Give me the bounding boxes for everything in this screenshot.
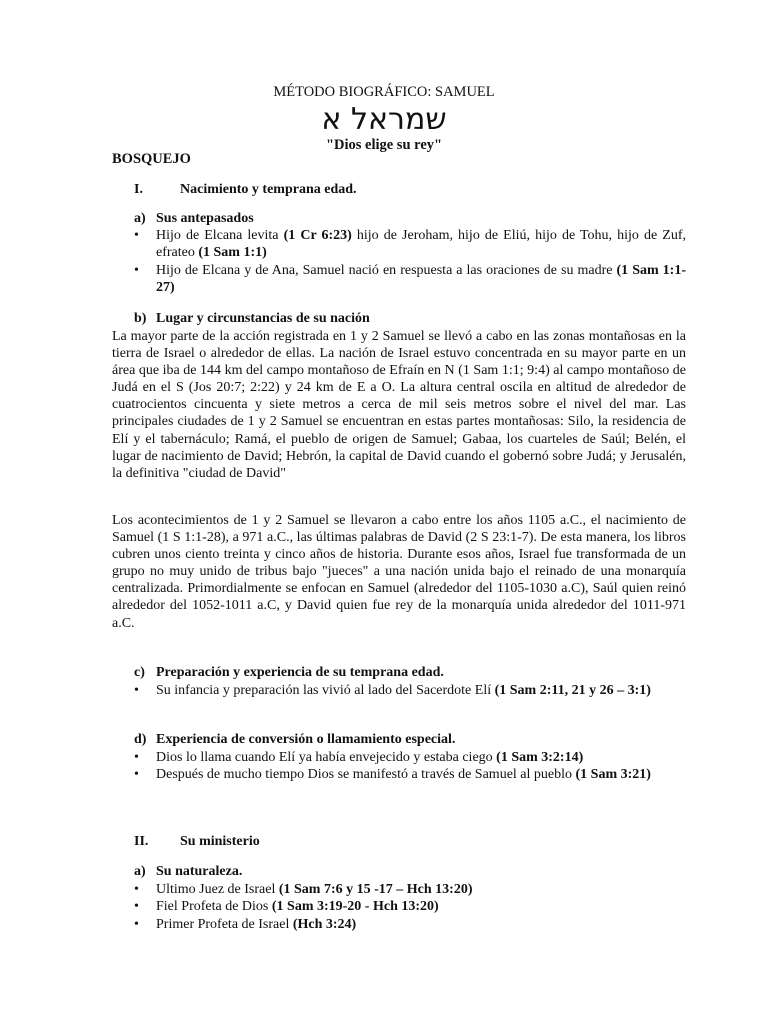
subheading-title: Lugar y circunstancias de su nación xyxy=(156,311,370,326)
scripture-ref: (1 Sam 3:21) xyxy=(575,767,651,783)
subheading-antepasados xyxy=(134,211,254,227)
list-item xyxy=(134,682,686,699)
subheading-lugar xyxy=(134,311,370,327)
subheading-letter: a) xyxy=(134,864,146,879)
list-item xyxy=(134,881,686,898)
subheading-title: Experiencia de conversión o llamamiento especial. xyxy=(156,732,456,747)
subheading-title: Sus antepasados xyxy=(156,211,254,226)
hebrew-title: שמראל א xyxy=(321,102,447,137)
item-text: hijo de Jeroham, hijo de Eliú, hijo de Tohu, hijo de Zuf, efrateo xyxy=(156,228,686,261)
subheading-naturaleza xyxy=(134,864,242,880)
item-text: Ultimo Juez de Israel xyxy=(156,882,279,897)
list-item xyxy=(134,898,686,915)
subheading-letter: a) xyxy=(134,211,146,226)
section-heading-1 xyxy=(134,182,357,198)
section-number: I. xyxy=(134,182,143,197)
subheading-conversion xyxy=(134,732,455,748)
section-heading-2 xyxy=(134,834,260,850)
scripture-ref: (1 Sam 1:1) xyxy=(198,245,267,261)
scripture-ref: (1 Sam 3:19-20 - Hch 13:20) xyxy=(271,899,439,915)
list-item xyxy=(134,262,686,297)
section-title: Nacimiento y temprana edad. xyxy=(180,182,357,197)
item-text: Primer Profeta de Israel xyxy=(156,916,293,932)
list-item xyxy=(134,749,686,766)
document-title: MÉTODO BIOGRÁFICO: SAMUEL xyxy=(273,84,495,100)
outline-heading: BOSQUEJO xyxy=(112,151,191,167)
scripture-ref: (1 Sam 7:6 y 15 -17 – Hch 13:20) xyxy=(278,882,473,897)
scripture-ref: (1 Sam 3:2:14) xyxy=(496,750,584,765)
list-item xyxy=(134,916,686,933)
item-text: Dios lo llama cuando Elí ya había envejecido y estaba ciego xyxy=(156,750,497,765)
subheading-title: Su naturaleza. xyxy=(156,864,243,879)
item-text: Hijo de Elcana y de Ana, Samuel nació en respuesta a las oraciones de su madre xyxy=(156,262,617,278)
scripture-ref: (1 Cr 6:23) xyxy=(283,228,352,243)
item-text: Hijo de Elcana levita xyxy=(156,228,284,243)
document-subtitle: "Dios elige su rey" xyxy=(325,137,443,153)
bullet-list-preparacion xyxy=(134,682,686,699)
item-text: Fiel Profeta de Dios xyxy=(156,899,272,915)
list-item xyxy=(134,227,686,262)
bullet-list-conversion xyxy=(134,749,686,784)
bullet-list-naturaleza xyxy=(134,881,686,933)
subheading-letter: b) xyxy=(134,311,147,326)
subheading-title: Preparación y experiencia de su temprana edad. xyxy=(156,665,444,680)
scripture-ref: (1 Sam 1:1-27) xyxy=(156,262,686,296)
bullet-list-antepasados xyxy=(134,227,686,297)
item-text: Después de mucho tiempo Dios se manifestó a través de Samuel al pueblo xyxy=(156,767,576,783)
item-text: Su infancia y preparación las vivió al lado del Sacerdote Elí xyxy=(156,683,495,698)
list-item xyxy=(134,766,686,783)
subheading-letter: c) xyxy=(134,665,145,680)
section-number: II. xyxy=(134,834,149,849)
scripture-ref: (1 Sam 2:11, 21 y 26 – 3:1) xyxy=(494,683,651,698)
subheading-preparacion xyxy=(134,665,444,681)
subheading-letter: d) xyxy=(134,732,147,747)
section-title: Su ministerio xyxy=(180,834,260,849)
scripture-ref: (Hch 3:24) xyxy=(292,916,357,932)
paragraph-lugar: La mayor parte de la acción registrada en 1 y 2 Samuel se llevó a cabo en las zonas montañosas en la tierra de Israel o alrededor de ellas. La nación de Israel estuvo concentrada en su mayor parte en un área que iba de 144 km del campo montañoso de Efraín en N (1 Sam 1:1; 9:4) al campo montañoso de Judá en el S (Jos 20:7; 2:22) y 24 km de E a O. La altura central oscila en altitud de alrededor de cuatrocientos cincuenta y siete metros a cerca de mil seis metros sobre el nivel del mar. Las principales ciudades de 1 y 2 Samuel se encuentran en estas partes montañosas: Silo, la residencia de Elí y el tabernáculo; Ramá, el pueblo de origen de Samuel; Gabaa, los cuarteles de Saúl; Belén, el lugar de nacimiento de David; Hebrón, la capital de David cuando el gobernó sobre Judá; y Jerusalén, la definitiva "ciudad de David" xyxy=(112,329,686,481)
paragraph-acontecimientos: Los acontecimientos de 1 y 2 Samuel se llevaron a cabo entre los años 1105 a.C., el nacimiento de Samuel (1 S 1:1-28), a 971 a.C., las últimas palabras de David (2 S 23:1-7). De esta manera, los libros cubren unos ciento treinta y cinco años de historia. Durante esos años, Israel fue transformada de un grupo no muy unido de tribus bajo "jueces" a una nación unida bajo el reinado de una monarquía centralizada. Primordialmente se enfocan en Samuel (alrededor del 1105-1030 a.C), Saúl quien reinó alrededor del 1052-1011 a.C, y David quien fue rey de la monarquía unida alrededor del 1011-971 a.C. xyxy=(112,513,686,631)
